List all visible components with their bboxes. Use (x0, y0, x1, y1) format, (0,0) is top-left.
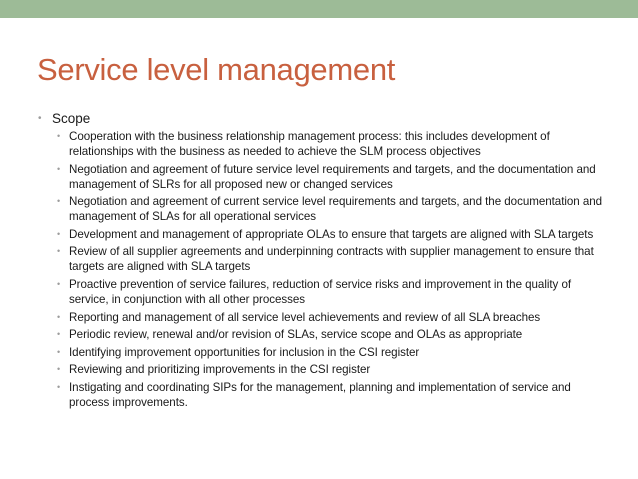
list-item-text: Negotiation and agreement of future service level requirements and targets, and the documentation and management of SLRs for all proposed new or changed services (69, 162, 596, 191)
list-item (37, 327, 607, 342)
list-item-text: Instigating and coordinating SIPs for the management, planning and implementation of service and process improvements. (69, 380, 571, 409)
bullet-dot-icon: • (57, 196, 61, 207)
list-item (37, 162, 607, 192)
bullet-dot-icon: • (57, 329, 61, 340)
scope-sub-list (37, 129, 607, 410)
bullet-dot-icon: • (57, 131, 61, 141)
top-accent-bar (0, 0, 638, 18)
bullet-scope (37, 110, 607, 127)
list-item (37, 227, 607, 242)
scope-label: Scope (52, 111, 91, 126)
list-item-text: Negotiation and agreement of current service level requirements and targets, and the documentation and management of SLAs for all operational services (69, 195, 603, 224)
bullet-dot-icon: • (57, 311, 61, 322)
bullet-dot-icon: • (57, 364, 61, 375)
list-item (37, 244, 607, 274)
bullet-dot-icon: • (57, 381, 61, 392)
list-item (37, 194, 607, 224)
list-item (37, 310, 607, 325)
list-item-text: Reporting and management of all service level achievements and review of all SLA breaches (69, 310, 541, 324)
bullet-dot-icon: • (57, 246, 61, 257)
bullet-dot-icon: • (57, 346, 61, 357)
bullet-dot-icon: • (57, 163, 61, 174)
list-item-text: Development and management of appropriate OLAs to ensure that targets are aligned with SLA targets (69, 227, 594, 241)
list-item (37, 380, 607, 410)
slide-title: Service level management (37, 52, 396, 87)
list-item (37, 277, 607, 307)
bullet-dot-icon: • (57, 228, 61, 239)
list-item-text: Reviewing and prioritizing improvements in the CSI register (69, 363, 371, 377)
list-item-text: Periodic review, renewal and/or revision of SLAs, service scope and OLAs as appropriate (69, 328, 523, 342)
list-item-text: Cooperation with the business relationship management process: this includes development of relationships with the business as needed to achieve the SLM process objectives (69, 130, 550, 158)
list-item (37, 129, 607, 159)
list-item-text: Proactive prevention of service failures, reduction of service risks and improvement in the quality of service, in conjunction with all other processes (69, 277, 572, 306)
list-item (37, 362, 607, 377)
bullet-dot-icon: • (57, 278, 61, 289)
list-item (37, 345, 607, 360)
bullet-dot-icon: • (38, 113, 42, 124)
list-item-text: Identifying improvement opportunities for inclusion in the CSI register (69, 345, 420, 359)
slide-content (37, 110, 607, 413)
list-item-text: Review of all supplier agreements and underpinning contracts with supplier management to ensure that targets are aligned with SLA targets (69, 245, 594, 274)
